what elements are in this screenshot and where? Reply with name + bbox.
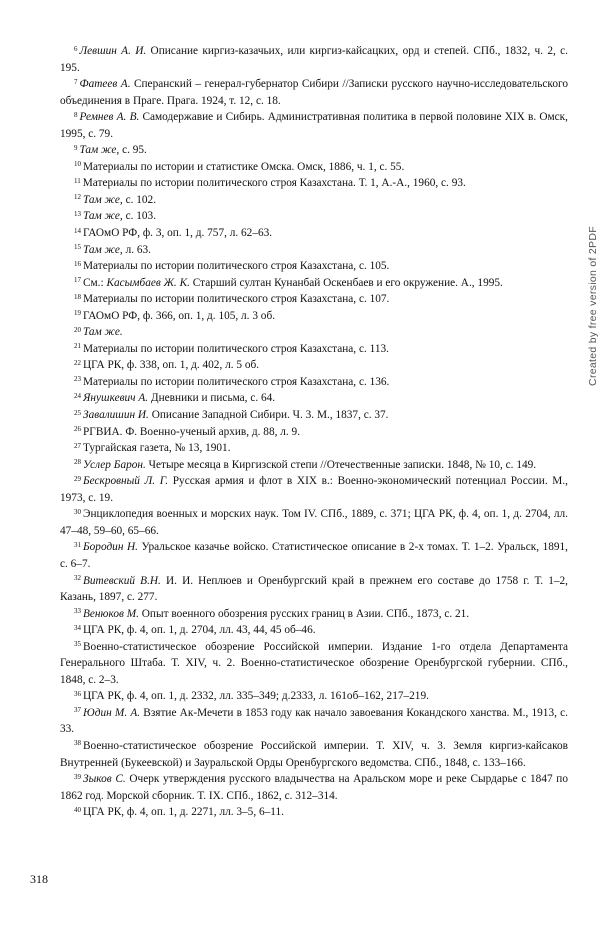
footnote-number: 19 xyxy=(74,309,81,318)
footnote-number: 6 xyxy=(74,44,78,53)
footnote-number: 25 xyxy=(74,408,81,417)
footnote-number: 32 xyxy=(74,574,81,582)
footnote xyxy=(60,506,568,539)
footnote-text: Материалы по истории политического строя Казахстана. Т. 1, А.-А., 1960, с. 93. xyxy=(82,177,466,190)
footnote-author: Услер Барон. xyxy=(83,458,146,471)
footnote xyxy=(60,275,568,292)
footnote-text: ГАОмО РФ, ф. 3, оп. 1, д. 757, л. 62–63. xyxy=(83,227,273,240)
footnote-text: с. 95. xyxy=(119,144,147,157)
footnote-number: 34 xyxy=(74,623,81,632)
footnote-author: Там же, xyxy=(79,144,120,157)
footnote-text: Военно-статистическое обозрение Российской империи. Т. XIV, ч. 3. Земля киргиз-кайсаков Внутренней (Букеевской) и Зауральской Орды Оренбургского ведомства. СПб., 1848, с. 133–166. xyxy=(60,739,568,769)
footnote-text: с. 102. xyxy=(122,193,157,206)
footnote-author: Фатеев А. xyxy=(79,78,131,91)
footnote-text: Материалы по истории политического строя Казахстана, с. 136. xyxy=(83,375,390,388)
footnote-text: Самодержавие и Сибирь. Административная политика в первой половине XIX в. Омск, 1995, с. 79. xyxy=(60,111,568,140)
footnote-number: 30 xyxy=(74,507,81,516)
footnote-text: Уральское казачье войско. Статистическое описание в 2-х томах. Т. 1–2. Уральск, 1891, с. 6–7. xyxy=(60,541,568,570)
footnote-text: Тургайская газета, № 13, 1901. xyxy=(83,442,231,455)
footnote xyxy=(60,159,568,176)
footnote-text: Взятие Ак-Мечети в 1853 году как начало завоевания Кокандского ханства. М., 1913, с. 33. xyxy=(60,706,568,736)
footnote-number: 7 xyxy=(74,77,78,86)
footnote xyxy=(60,606,568,623)
footnote xyxy=(60,242,568,259)
footnote-number: 18 xyxy=(74,292,81,301)
footnote-author: Касымбаев Ж. К. xyxy=(106,276,190,289)
footnote xyxy=(60,374,568,391)
footnote xyxy=(60,473,568,506)
footnote-text: л. 63. xyxy=(122,243,151,256)
footnote xyxy=(60,43,568,76)
footnote-author: Там же, xyxy=(83,210,123,223)
footnote xyxy=(60,225,568,242)
footnote xyxy=(60,308,568,325)
footnote-number: 8 xyxy=(74,110,78,119)
footnote-number: 23 xyxy=(74,375,81,384)
footnote-number: 22 xyxy=(74,358,81,367)
footnote-number: 20 xyxy=(74,325,81,334)
footnote xyxy=(60,688,568,705)
footnote-number: 38 xyxy=(74,739,81,748)
footnote xyxy=(60,324,568,341)
footnote-text-continued: Старший султан Кунанбай Оскенбаев и его окружение. А., 1995. xyxy=(189,276,503,289)
footnote xyxy=(60,424,568,441)
footnote-author: Янушкевич А. xyxy=(83,392,149,405)
footnote-text: РГВИА. Ф. Военно-ученый архив, д. 88, л. 9. xyxy=(83,425,301,438)
footnote xyxy=(60,771,568,804)
footnote-author: Ремнев А. В. xyxy=(79,111,140,124)
footnote-number: 35 xyxy=(74,640,81,649)
watermark-text: Created by free version of 2PDF xyxy=(587,226,599,386)
footnote-text: Военно-статистическое обозрение Российской империи. Издание 1-го отдела Департамента Генерального Штаба. Т. XIV, ч. 2. Военно-статистическое обозрение Оренбургской губернии. СПб., 1848, с. 2–3. xyxy=(60,640,568,686)
footnote-author: Левшин А. И. xyxy=(79,45,147,57)
footnote-text: Русская армия и флот в XIX в.: Военно-экономический потенциал России. М., 1973, с. 19. xyxy=(60,475,568,504)
footnote xyxy=(60,738,568,771)
footnote-text: ГАОмО РФ, ф. 366, оп. 1, д. 105, л. 3 об. xyxy=(83,309,276,322)
footnote-text: Материалы по истории и статистике Омска. Омск, 1886, ч. 1, с. 55. xyxy=(83,160,405,173)
footnote-number: 39 xyxy=(74,772,81,781)
footnote-number: 24 xyxy=(74,391,81,400)
footnote-author: Бородин Н. xyxy=(83,541,138,554)
footnote-text: Энциклопедия военных и морских наук. Том IV. СПб., 1889, с. 371; ЦГА РК, ф. 4, оп. 1, д. 2704, лл. 47–48, 59–60, 65–66. xyxy=(60,508,568,537)
footnote-text: Материалы по истории политического строя Казахстана, с. 113. xyxy=(83,342,389,355)
footnote xyxy=(60,142,568,159)
footnote-text: Материалы по истории политического строя Казахстана, с. 105. xyxy=(83,260,390,273)
footnote-number: 15 xyxy=(74,243,81,252)
footnote xyxy=(60,539,568,572)
footnotes-list xyxy=(60,43,568,821)
footnote-author: Там же. xyxy=(83,326,123,339)
footnote-text: ЦГА РК, ф. 4, оп. 1, д. 2704, лл. 43, 44, 45 об–46. xyxy=(83,624,316,637)
footnote xyxy=(60,457,568,474)
footnote-text: Опыт военного обозрения русских границ в Азии. СПб., 1873, с. 21. xyxy=(138,607,470,620)
footnote-number: 21 xyxy=(74,342,81,351)
footnote-number: 11 xyxy=(74,176,81,185)
footnote-text: И. И. Неплюев и Оренбургский край в прежнем его составе до 1758 г. Т. 1–2, Казань, 1897, с. 277. xyxy=(60,574,568,604)
footnote xyxy=(60,804,568,821)
footnote-number: 13 xyxy=(74,209,81,218)
footnote-text: ЦГА РК, ф. 4, оп. 1, д. 2332, лл. 335–349; д.2333, л. 161об–162, 217–219. xyxy=(83,690,429,703)
footnote xyxy=(60,341,568,358)
footnote-author: Витевский В.Н. xyxy=(83,574,161,587)
footnote-text: Описание Западной Сибири. Ч. 3. М., 1837, с. 37. xyxy=(148,409,389,422)
footnote-text: Очерк утверждения русского владычества на Аральском море и реке Сырдарье с 1847 по 1862 год. Морской сборник. Т. IX. СПб., 1862, с. 312–314. xyxy=(60,773,568,802)
footnote-text: ЦГА РК, ф. 4, оп. 1, д. 2271, лл. 3–5, 6–11. xyxy=(83,806,284,819)
footnote-author: Зыков С. xyxy=(83,773,126,786)
footnote xyxy=(60,407,568,424)
footnote-number: 27 xyxy=(74,441,81,450)
footnote-author: Юдин М. А. xyxy=(83,706,141,719)
footnote-number: 26 xyxy=(74,425,81,434)
footnote xyxy=(60,622,568,639)
footnote-author: Венюков М. xyxy=(83,607,139,620)
footnote xyxy=(60,76,568,109)
footnote-text: Дневники и письма, с. 64. xyxy=(148,392,276,405)
footnote xyxy=(60,109,568,142)
footnote-text: с. 103. xyxy=(122,210,157,223)
footnote xyxy=(60,573,568,606)
footnote xyxy=(60,705,568,738)
footnote-number: 29 xyxy=(74,474,81,483)
footnote-text: Материалы по истории политического строя Казахстана, с. 107. xyxy=(83,293,390,306)
footnote-author: Бескровный Л. Г. xyxy=(83,475,169,488)
footnote-number: 17 xyxy=(74,276,81,285)
footnote-author: Завалишин И. xyxy=(83,409,149,422)
footnote-number: 31 xyxy=(74,540,81,549)
footnote-number: 10 xyxy=(74,160,81,169)
footnote xyxy=(60,639,568,689)
footnote xyxy=(60,208,568,225)
footnote xyxy=(60,175,568,192)
footnote-text: Четыре месяца в Киргизской степи //Отечественные записки. 1848, № 10, с. 149. xyxy=(145,458,537,471)
footnote xyxy=(60,357,568,374)
footnote-text: Описание киргиз-казачьих, или киргиз-кайсацких, орд и степей. СПб., 1832, ч. 2, с. 195. xyxy=(60,45,568,74)
page-number: 318 xyxy=(30,872,48,886)
footnote-number: 40 xyxy=(74,805,81,814)
footnote-text: См.: xyxy=(83,276,107,289)
footnote-author: Там же, xyxy=(83,193,123,206)
footnote xyxy=(60,258,568,275)
footnote-number: 28 xyxy=(74,458,81,467)
footnote-number: 12 xyxy=(74,193,81,202)
footnote xyxy=(60,192,568,209)
footnote-number: 16 xyxy=(74,259,81,268)
footnote-author: Там же, xyxy=(83,243,123,256)
footnote xyxy=(60,440,568,457)
footnote-number: 9 xyxy=(74,143,78,152)
footnote-text: Сперанский – генерал-губернатор Сибири //Записки русского научно-исследовательского объединения в Праге. Прага. 1924, т. 12, с. 18. xyxy=(60,78,568,107)
footnote xyxy=(60,390,568,407)
footnote-number: 14 xyxy=(74,226,81,235)
footnote-text: ЦГА РК, ф. 338, оп. 1, д. 402, л. 5 об. xyxy=(83,359,260,372)
footnote-number: 37 xyxy=(74,706,81,715)
footnote-number: 36 xyxy=(74,689,81,698)
footnote-number: 33 xyxy=(74,607,81,616)
footnote xyxy=(60,291,568,308)
